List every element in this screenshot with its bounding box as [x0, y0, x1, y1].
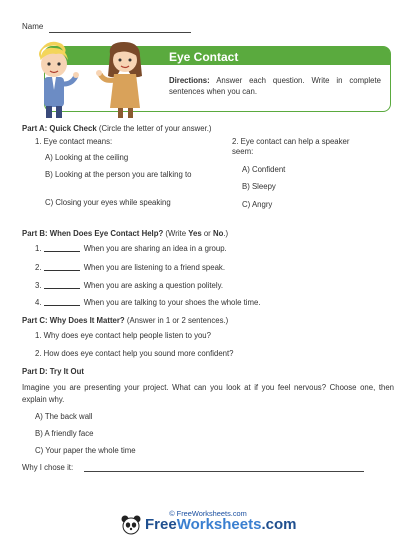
partA-q1: 1. Eye contact means: [35, 137, 113, 146]
partD-option-a[interactable]: A) The back wall [35, 412, 93, 421]
partB-item-3 [35, 281, 223, 291]
logo-free: Free [145, 516, 177, 533]
directions-label: Directions: [169, 76, 210, 85]
partB-item-1 [35, 244, 227, 254]
partD-heading: Part D: Try It Out [22, 367, 84, 376]
logo-worksheets: Worksheets [176, 516, 262, 533]
directions-text: Answer each question. Write in complete sentences when you can. [169, 76, 381, 96]
partB-yes: Yes [188, 229, 202, 238]
partC-q1: 1. Why does eye contact help people listen to you? [35, 331, 211, 340]
item-text: When you are sharing an idea in a group. [83, 244, 227, 253]
partC-heading-row [22, 316, 228, 325]
item-text: When you are listening to a friend speak. [83, 263, 225, 272]
answer-blank[interactable] [44, 288, 80, 289]
partD-option-b[interactable]: B) A friendly face [35, 429, 94, 438]
footer-logo[interactable] [145, 516, 296, 533]
item-text: When you are talking to your shoes the whole time. [83, 298, 261, 307]
partA-instruction: (Circle the letter of your answer.) [98, 124, 212, 133]
item-number: 3. [35, 281, 42, 290]
partA-q2-option-a[interactable]: A) Confident [242, 165, 286, 174]
item-text: When you are asking a question politely. [83, 281, 224, 290]
partA-heading: Part A: Quick Check [22, 124, 97, 133]
partA-q2-option-b[interactable]: B) Sleepy [242, 182, 276, 191]
partB-item-4 [35, 298, 261, 308]
partB-heading-row [22, 229, 228, 238]
why-label: Why I chose it: [22, 463, 74, 472]
item-number: 4. [35, 298, 42, 307]
footer-url[interactable]: © FreeWorksheets.com [169, 509, 247, 518]
name-field[interactable] [49, 32, 191, 33]
item-number: 2. [35, 263, 42, 272]
answer-blank[interactable] [44, 305, 80, 306]
partA-q2-option-c[interactable]: C) Angry [242, 200, 273, 209]
panda-logo-icon [120, 515, 142, 535]
partA-q1-option-c[interactable]: C) Closing your eyes while speaking [45, 198, 171, 207]
partC-q2: 2. How does eye contact help you sound more confident? [35, 349, 234, 358]
partB-heading: Part B: When Does Eye Contact Help? [22, 229, 164, 238]
item-number: 1. [35, 244, 42, 253]
partB-instruction-post: .) [223, 229, 229, 238]
directions [169, 75, 381, 97]
partB-no: No [212, 229, 224, 238]
partA-q1-option-b[interactable]: B) Looking at the person you are talking to [45, 170, 192, 179]
girl-figure [96, 42, 142, 118]
partD-prompt: Imagine you are presenting your project. What can you look at if you feel nervous? Choose one, then explain why. [22, 383, 394, 404]
boy-figure [39, 42, 79, 118]
why-answer-line[interactable] [84, 471, 364, 472]
partC-heading: Part C: Why Does It Matter? [22, 316, 125, 325]
page-title: Eye Contact [169, 50, 239, 64]
kids-illustration [28, 40, 156, 120]
logo-com: .com [261, 516, 297, 533]
partD-option-c[interactable]: C) Your paper the whole time [35, 446, 136, 455]
partB-instruction-pre: (Write [165, 229, 189, 238]
partA-q2: 2. Eye contact can help a speaker seem: [232, 137, 350, 156]
answer-blank[interactable] [44, 270, 80, 271]
partB-or: or [201, 229, 213, 238]
partB-item-2 [35, 263, 225, 273]
name-label: Name [22, 22, 44, 31]
partA-q1-option-a[interactable]: A) Looking at the ceiling [45, 153, 129, 162]
answer-blank[interactable] [44, 251, 80, 252]
partC-instruction: (Answer in 1 or 2 sentences.) [126, 316, 229, 325]
partA-heading-row [22, 124, 212, 133]
